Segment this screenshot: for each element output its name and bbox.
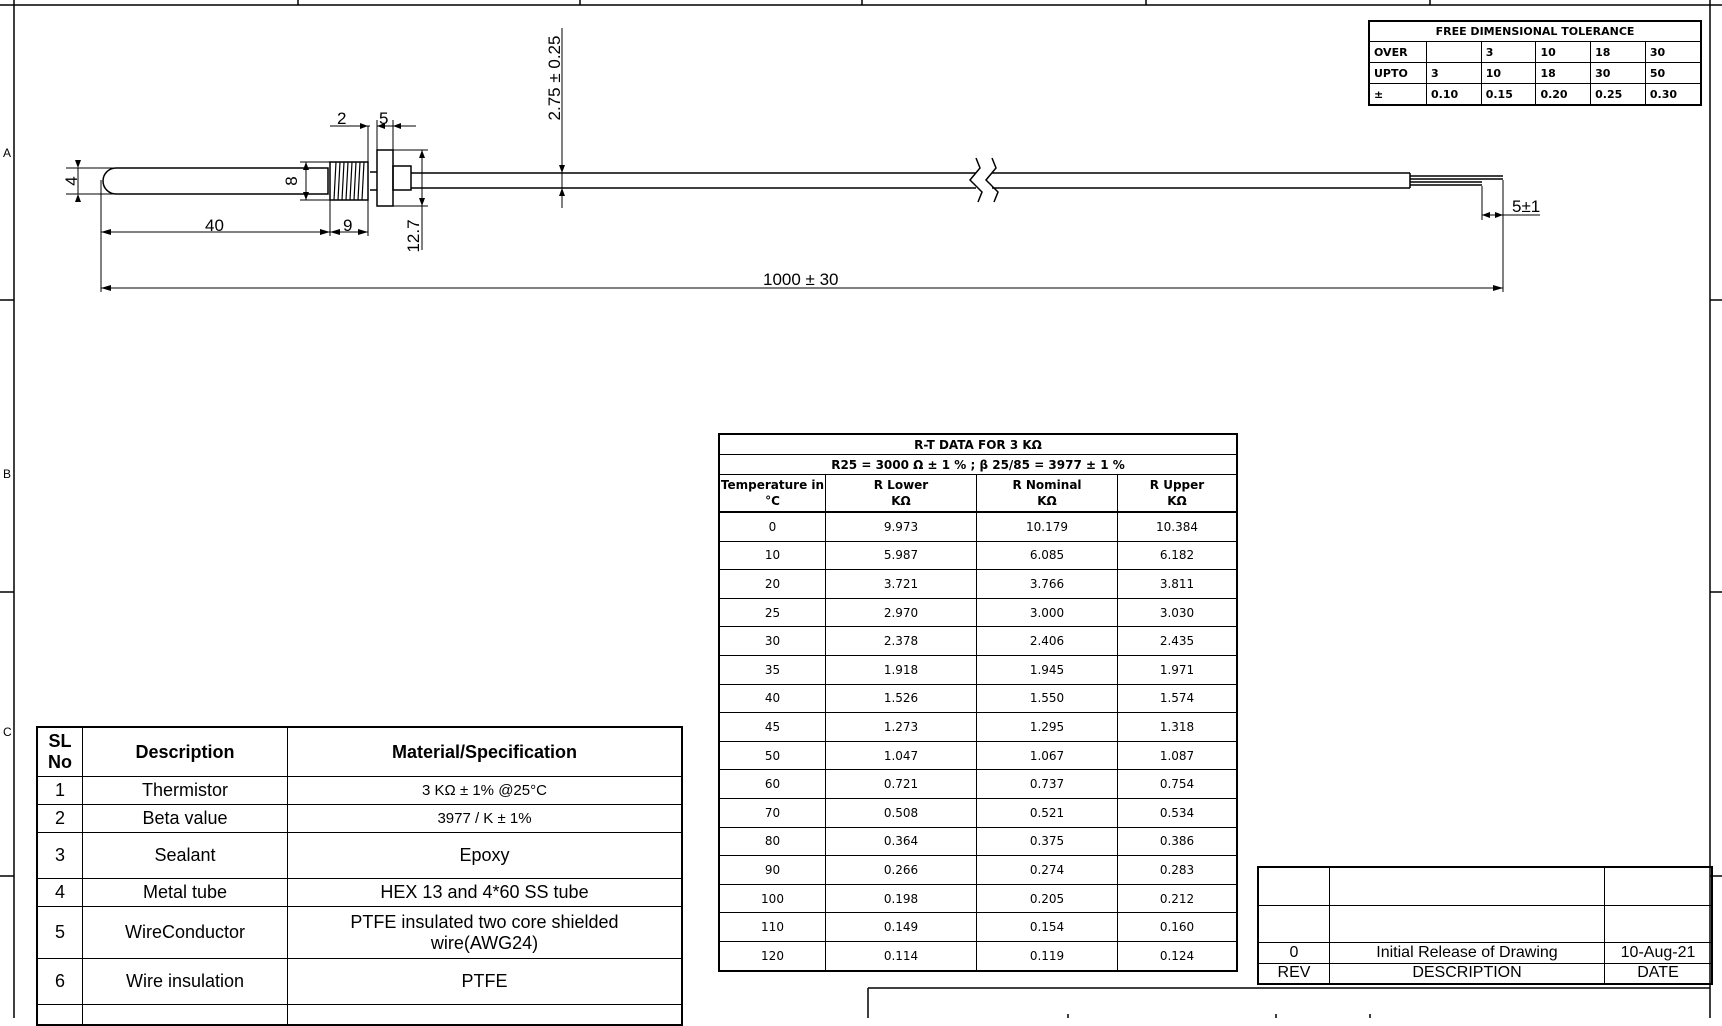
rt-table-cell: 0.212 [1118,884,1238,913]
bom-row [37,805,682,833]
rt-table-cell: 10.384 [1118,512,1238,541]
rt-table-row [719,798,1237,827]
dim-overall-length: 1000 ± 30 [763,270,839,289]
rt-table-cell: 70 [719,798,826,827]
rt-table-cell: 0 [719,512,826,541]
rt-table-cell: 0.534 [1118,798,1238,827]
bom-row [37,777,682,805]
rt-table-cell: 0.721 [826,770,977,799]
rt-table-row [719,655,1237,684]
rt-table-cell: 9.973 [826,512,977,541]
rt-table-cell: 40 [719,684,826,713]
rt-table-cell: 1.918 [826,655,977,684]
rt-table-cell: 2.406 [977,627,1118,656]
dim-thread-pitch-b: 5 [379,109,389,128]
rev-label: REV [1258,963,1330,984]
rt-table-cell: 0.154 [977,913,1118,942]
bom-header-material: Material/Specification [288,727,683,777]
rt-table-cell: 1.574 [1118,684,1238,713]
rt-table-row [719,941,1237,970]
rt-table-cell: 110 [719,913,826,942]
revision-entry [1258,942,1712,963]
tolerance-cell: 30 [1645,42,1701,63]
rt-table-cell: 100 [719,884,826,913]
tolerance-table [1368,20,1702,106]
bom-cell: 6 [37,959,83,1005]
tolerance-cell: OVER [1369,42,1427,63]
rt-table-cell: 90 [719,856,826,885]
bom-cell: 2 [37,805,83,833]
dim-thread-length: 9 [343,216,353,235]
dim-hex-size: 12.7 [404,219,423,253]
rt-table-cell: 2.378 [826,627,977,656]
revision-number: 0 [1258,942,1330,963]
bom-cell: WireConductor [83,907,288,959]
bom-cell: Beta value [83,805,288,833]
rt-table-cell: 30 [719,627,826,656]
rt-table-cell: 60 [719,770,826,799]
rt-table-cell: 1.971 [1118,655,1238,684]
rt-table-cell: 1.087 [1118,741,1238,770]
rt-table-body [719,512,1237,971]
rt-table-cell: 6.182 [1118,541,1238,570]
rt-table-cell: 0.160 [1118,913,1238,942]
tolerance-cell: 30 [1591,63,1646,84]
tolerance-cell: 50 [1645,63,1701,84]
rt-table-cell: 80 [719,827,826,856]
rt-table-cell: 0.386 [1118,827,1238,856]
rt-table-cell: 3.811 [1118,570,1238,599]
rt-table-cell: 0.114 [826,941,977,970]
tolerance-cell: ± [1369,84,1427,106]
revision-labels [1258,963,1712,984]
rt-table-cell: 10 [719,541,826,570]
rt-header-r-lower: R Lower KΩ [826,475,977,513]
rt-table-cell: 0.274 [977,856,1118,885]
rt-table-cell: 0.364 [826,827,977,856]
tolerance-row-upto [1369,63,1701,84]
zone-label-a: A [3,146,12,160]
rt-table-cell: 0.283 [1118,856,1238,885]
rt-table-row [719,884,1237,913]
bom-cell: Wire insulation [83,959,288,1005]
dim-tip-length: 40 [205,216,224,235]
dim-wire-dia: 2.75 ± 0.25 [545,35,564,121]
rt-table-cell: 0.508 [826,798,977,827]
bom-cell: Epoxy [288,833,683,879]
tolerance-cell: 18 [1536,63,1591,84]
bom-cell: 3 [37,833,83,879]
rt-table-cell: 0.149 [826,913,977,942]
bom-cell: 5 [37,907,83,959]
tolerance-cell [1427,42,1482,63]
rt-table-row [719,713,1237,742]
rt-table-cell: 0.119 [977,941,1118,970]
rt-data-table [718,433,1238,972]
rt-table-cell: 45 [719,713,826,742]
tolerance-table-title: FREE DIMENSIONAL TOLERANCE [1369,21,1701,42]
tolerance-cell: 0.30 [1645,84,1701,106]
rt-table-row [719,627,1237,656]
rt-table-cell: 0.375 [977,827,1118,856]
rt-table-cell: 5.987 [826,541,977,570]
bom-cell: Thermistor [83,777,288,805]
tolerance-cell: 10 [1481,63,1536,84]
bom-cell: Metal tube [83,879,288,907]
rt-table-row [719,856,1237,885]
rt-table-cell: 3.030 [1118,598,1238,627]
rt-table-cell: 1.945 [977,655,1118,684]
rt-table-cell: 0.754 [1118,770,1238,799]
bom-cell: HEX 13 and 4*60 SS tube [288,879,683,907]
rt-table-cell: 25 [719,598,826,627]
rt-table-title: R-T DATA FOR 3 KΩ [719,434,1237,455]
rt-table-cell: 1.295 [977,713,1118,742]
revision-block [1257,866,1713,985]
rt-table-row [719,684,1237,713]
rt-table-cell: 2.970 [826,598,977,627]
rt-table-row [719,570,1237,599]
tolerance-cell: 0.25 [1591,84,1646,106]
rt-table-cell: 3.000 [977,598,1118,627]
dim-strip-length: 5±1 [1512,197,1541,216]
rt-table-cell: 3.766 [977,570,1118,599]
rt-table-cell: 1.550 [977,684,1118,713]
rt-header-r-upper: R Upper KΩ [1118,475,1238,513]
rt-table-row [719,827,1237,856]
rt-table-row [719,770,1237,799]
date-label: DATE [1605,963,1713,984]
revision-date: 10-Aug-21 [1605,942,1713,963]
sensor-outline [103,150,1503,206]
rt-table-row [719,913,1237,942]
rt-table-cell: 1.273 [826,713,977,742]
rt-table-cell: 0.266 [826,856,977,885]
tolerance-row-over [1369,42,1701,63]
rt-table-cell: 1.526 [826,684,977,713]
rt-header-r-nominal: R Nominal KΩ [977,475,1118,513]
rt-table-row [719,512,1237,541]
tolerance-cell: 3 [1427,63,1482,84]
tolerance-cell: 0.20 [1536,84,1591,106]
dim-tip-dia: 4 [62,176,81,186]
dim-thread-dia: 8 [282,176,301,186]
tolerance-cell: 18 [1591,42,1646,63]
rt-table-cell: 1.318 [1118,713,1238,742]
rt-header-temperature: Temperature in °C [719,475,826,513]
bom-cell: PTFE [288,959,683,1005]
bom-table [36,726,683,1026]
rt-table-cell: 0.521 [977,798,1118,827]
bom-cell: 1 [37,777,83,805]
zone-label-b: B [3,467,12,481]
rt-table-cell: 0.737 [977,770,1118,799]
rt-table-cell: 3.721 [826,570,977,599]
bom-header-sl-no-text: SL No [48,731,72,772]
bom-header-sl-no [37,727,83,777]
rt-table-cell: 10.179 [977,512,1118,541]
tolerance-cell: 10 [1536,42,1591,63]
bom-cell: PTFE insulated two core shielded wire(AWG24) [288,907,683,959]
tolerance-cell: 3 [1481,42,1536,63]
rt-table-cell: 120 [719,941,826,970]
bom-row [37,879,682,907]
rt-table-cell: 2.435 [1118,627,1238,656]
rt-table-row [719,741,1237,770]
rt-table-cell: 0.198 [826,884,977,913]
rt-table-cell: 35 [719,655,826,684]
dim-thread-pitch-a: 2 [337,109,347,128]
tolerance-row-plusminus [1369,84,1701,106]
rt-table-cell: 6.085 [977,541,1118,570]
bom-header-description: Description [83,727,288,777]
rt-table-subtitle: R25 = 3000 Ω ± 1 % ; β 25/85 = 3977 ± 1 % [719,455,1237,475]
revision-description: Initial Release of Drawing [1330,942,1605,963]
zone-label-c: C [3,725,12,739]
tolerance-cell: 0.15 [1481,84,1536,106]
rt-table-cell: 1.067 [977,741,1118,770]
rt-table-row [719,541,1237,570]
rt-table-cell: 0.124 [1118,941,1238,970]
bom-row [37,959,682,1005]
rt-table-row [719,598,1237,627]
rt-table-cell: 50 [719,741,826,770]
dimension-lines [66,28,1540,292]
rt-table-cell: 1.047 [826,741,977,770]
bom-row-empty [37,1005,682,1025]
bom-row [37,833,682,879]
bom-cell: 3977 / K ± 1% [288,805,683,833]
rt-table-cell: 20 [719,570,826,599]
rt-table-cell: 0.205 [977,884,1118,913]
bom-row [37,907,682,959]
description-label: DESCRIPTION [1330,963,1605,984]
bom-cell: 4 [37,879,83,907]
tolerance-cell: UPTO [1369,63,1427,84]
bom-cell: Sealant [83,833,288,879]
bom-cell: 3 KΩ ± 1% @25°C [288,777,683,805]
tolerance-cell: 0.10 [1427,84,1482,106]
